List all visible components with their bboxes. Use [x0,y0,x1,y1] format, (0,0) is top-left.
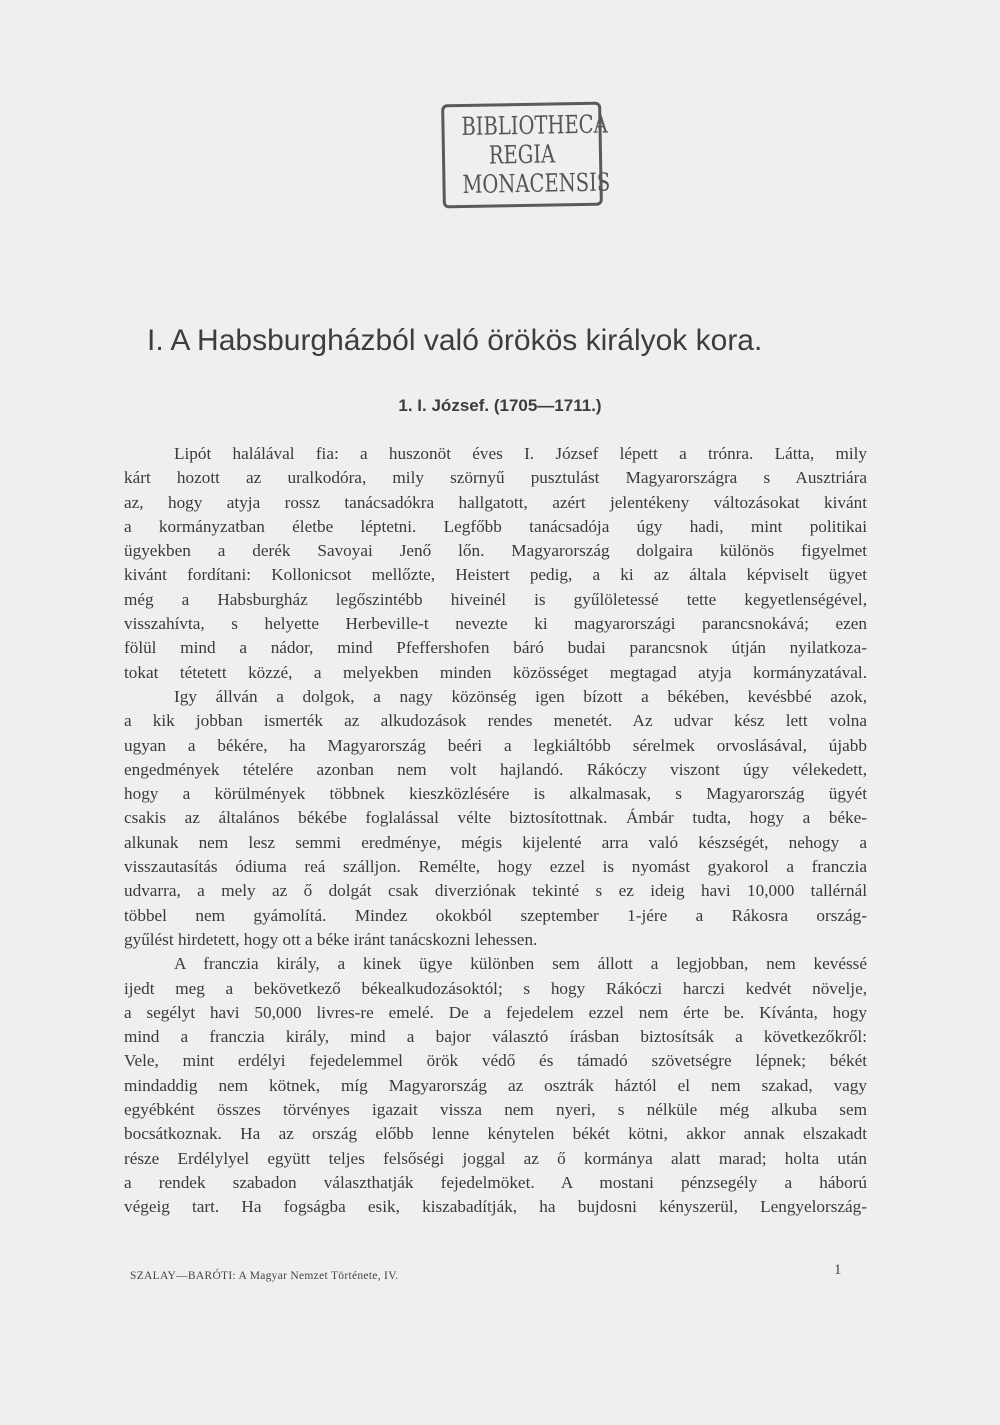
text-line: visszahívta, s helyette Herbeville-t nevezte ki magyarországi parancsnokává; ezen [124,614,867,634]
text-line: engedmények tételére azonban nem volt hajlandó. Rákóczy viszont úgy vélekedett, [124,759,867,779]
text-line: ugyan a békére, ha Magyarország beéri a legkiáltóbb sérelmek orvoslásával, újabb [124,735,867,755]
text-line: csakis az általános békébe foglalással vélte biztosítottnak. Ámbár tudta, hogy a béke- [124,808,867,828]
text-line: a kik jobban ismerték az alkudozások rendes menetét. Az udvar kész lett volna [124,711,867,731]
text-line: hogy a körülmények többnek kieszközlésére is alkalmasak, s Magyarország ügyét [124,784,867,804]
text-line: ijedt meg a bekövetkező békealkudozásoktól; s hogy Rákóczi harczi kedvét növelje, [124,978,867,998]
text-line: a kormányzatban életbe léptetni. Legfőbb tanácsadója úgy hadi, mint politikai [124,516,867,536]
section-title: 1. I. József. (1705—1711.) [398,396,602,415]
text-line: mind a franczia király, mind a bajor választó írásban biztosítsák a következőkről: [124,1027,867,1047]
text-line: Lipót halálával fia: a huszonöt éves I. József lépett a trónra. Látta, mily [174,444,867,463]
text-line: ügyekben a derék Savoyai Jenő lőn. Magyarország dolgaira különös figyelmet [124,541,867,561]
text-line: bocsátkoznak. Ha az ország előbb lenne kénytelen békét kötni, akkor annak elszakadt [124,1124,867,1144]
text-line: visszautasítás ódiuma reá szálljon. Remélte, hogy ezzel is nyomást gyakorol a franczia [124,857,867,877]
text-line: tokat tétetett közzé, a melyekben minden közösséget megtagad atyja kormányzatával. [124,662,867,682]
footer-signature: SZALAY—BARÓTI: A Magyar Nemzet Története, IV. [130,1270,399,1282]
text-line: kárt hozott az uralkodóra, mily szörnyű pusztulást Magyarországra s Ausztriára [124,468,867,488]
stamp-line-1: BIBLIOTHECA [461,109,608,142]
text-line: az, hogy atyja rossz tanácsadókra hallgatott, azért jelentékeny változásokat kivánt [124,492,867,512]
text-line: része Erdélylyel együtt teljes felsőségi joggal az ő kormánya alatt marad; holta után [124,1148,867,1168]
text-line: udvarra, a mely az ő dolgát csak diverziónak tekinté s ez ideig havi 10,000 tallérnál [124,881,867,901]
text-line: A franczia király, a kinek ügye különben sem állott a legjobban, nem kevéssé [174,954,867,974]
chapter-title: I. A Habsburgházból való örökös királyok kora. [147,324,763,357]
text-line: Vele, mint erdélyi fejedelemmel örök védő és támadó szövetségre lépnek; békét [124,1051,867,1071]
body-text [124,442,867,1220]
text-line: egyébként összes törvényes igazait vissza nem nyeri, s nélküle még alkuba sem [124,1100,867,1120]
text-line: a segélyt havi 50,000 livres-re emelé. De a fejedelem ezzel nem érte be. Kívánta, hogy [124,1002,867,1022]
page-number: 1 [834,1262,842,1278]
text-line: többel nem gyámolítá. Mindez okokból szeptember 1-jére a Rákosra ország- [124,905,867,925]
stamp-line-2: REGIA [488,139,556,170]
text-line: a rendek szabadon választhatják fejedelmöket. A mostani pénzsegély a háború [124,1172,867,1192]
text-line: gyűlést hirdetett, hogy ott a béke iránt tanácskozni lehessen. [124,929,538,949]
text-line: még a Habsburgház legőszintébb hiveinél is gyűlöletessé tette kegyetlenségével, [124,589,867,609]
text-line: végeig tart. Ha fogságba esik, kiszabadítják, ha bujdosni kényszerül, Lengyelország- [124,1197,867,1217]
library-stamp [441,102,611,209]
text-line: fölül mind a nádor, mind Pfeffershofen báró budai parancsnok útján nyilatkoza- [124,638,867,658]
text-line: mindaddig nem kötnek, míg Magyarország az osztrák háztól el nem szakad, vagy [124,1075,867,1095]
stamp-line-3: MONACENSIS [462,167,611,200]
text-line: Igy állván a dolgok, a nagy közönség igen bízott a békében, kevésbbé azok, [174,686,867,706]
text-line: kivánt fordítani: Kollonicsot mellőzte, Heistert pedig, a ki az általa képviselt ügyet [124,565,867,585]
text-line: alkunak nem lesz semmi eredménye, mégis kijelenté arra való készségét, nehogy a [124,832,867,852]
